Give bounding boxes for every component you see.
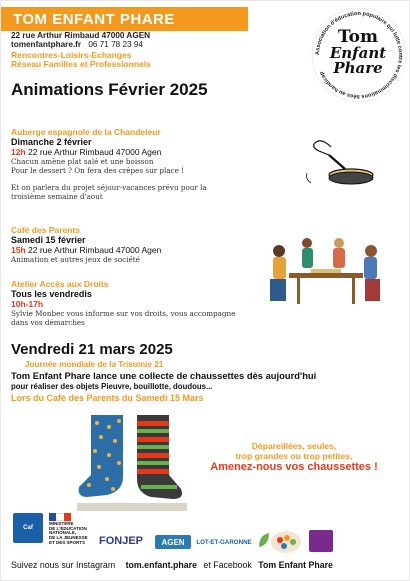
slogan-line-3: Amenez-nous vos chaussettes !: [210, 461, 378, 473]
tagline-2: Réseau Familles et Professionnels: [11, 59, 151, 69]
social-footer: [11, 560, 333, 570]
instagram-handle[interactable]: tom.enfant.phare: [125, 560, 197, 570]
ministere-line: ET DES SPORTS: [49, 539, 86, 545]
logo-line-3: Phare: [333, 59, 383, 77]
main-title: Animations Février 2025: [11, 80, 208, 99]
partner-circle-logo: [271, 531, 301, 553]
event-detail: troisième semaine d'aout: [11, 192, 103, 202]
agen-logo-text: AGEN: [161, 537, 185, 547]
board-game-illustration: [267, 233, 385, 305]
event-time: [11, 299, 271, 309]
footer-prefix: Suivez nous sur Instagram: [11, 560, 116, 570]
special-subtitle: Journée mondiale de la Trisomie 21: [25, 360, 164, 369]
event-detail: Sylvie Monbec vous informe sur vos droits, vous accompagne: [11, 309, 236, 318]
lot-et-garonne-logo: [193, 535, 255, 549]
fonjep-logo-text: FONJEP: [98, 535, 143, 547]
event-time-place: [11, 245, 271, 255]
event-time-place: [11, 147, 311, 157]
event-block-2: [11, 225, 271, 264]
event-title: Atelier Accès aux Droits: [11, 279, 109, 289]
ministere-line: NATIONALE,: [49, 530, 77, 536]
logo-line-2: Enfant: [329, 44, 387, 62]
svg-text:Association d'éducation popula: Association d'éducation populaire qui lutte contre les discriminations liées au handicap: [314, 10, 404, 100]
fonjep-logo: [95, 533, 147, 549]
org-title-banner: TOM ENFANT PHARE: [1, 7, 248, 31]
event-hour: 15h: [11, 245, 26, 255]
event-day: Tous les vendredis: [11, 289, 92, 299]
event-detail: dans vos démarches: [11, 318, 85, 328]
agen-logo: [155, 535, 191, 549]
collecte-line-2: pour réaliser des objets Pieuvre, bouillotte, doudous...: [11, 382, 213, 391]
purple-partner-logo: [309, 530, 333, 552]
marianne-flag-icon: [49, 513, 71, 521]
event-title: Auberge espagnole de la Chandeleur: [11, 127, 161, 137]
leaf-icon: [257, 531, 271, 549]
event-hour: 10h-17h: [11, 299, 44, 309]
odd-socks-illustration: [77, 415, 187, 511]
event-block-1: [11, 127, 311, 201]
crepe-pan-illustration: [301, 133, 379, 197]
facebook-name[interactable]: Tom Enfant Phare: [258, 560, 333, 570]
slogan-line-2: trop grandes ou trop petites,: [235, 451, 353, 461]
caf-logo-text: Caf: [23, 525, 33, 531]
collecte-line-1: Tom Enfant Phare lance une collecte de chaussettes dès aujourd'hui: [11, 370, 317, 381]
event-detail: Pour le dessert ? On fera des crêpes sur place !: [11, 166, 185, 176]
event-detail: Animation et autres jeux de société: [11, 255, 140, 264]
tagline-1: Rencontres-Loisirs-Echanges: [11, 50, 132, 60]
event-hour: 12h: [11, 147, 26, 157]
slogan-line-1: Dépareillées, seules,: [251, 441, 337, 451]
ministere-line: MINISTÈRE: [49, 521, 74, 526]
event-block-3: [11, 279, 271, 328]
ministere-text: [49, 522, 93, 546]
lot-et-garonne-logo-text: LOT-ET-GARONNE: [196, 538, 252, 546]
address: 22 rue Arthur Rimbaud 47000 AGEN: [11, 31, 151, 40]
special-date: Vendredi 21 mars 2025: [11, 341, 173, 358]
logo-line-1: Tom: [337, 27, 379, 47]
event-day: Samedi 15 février: [11, 235, 86, 245]
ministere-line: DE LA JEUNESSE: [49, 535, 88, 541]
caf-logo: [13, 513, 43, 543]
event-day: Dimanche 2 février: [11, 137, 92, 147]
event-detail: Chacun amène plat salé et une boisson: [11, 157, 154, 166]
phone: 06 71 78 23 94: [88, 40, 143, 49]
partner-emblem: [257, 531, 271, 549]
event-detail: Et on parlera du projet séjour-vacances prévu pour la: [11, 182, 207, 192]
socks-slogan: [189, 441, 399, 473]
colorful-dots-icon: [271, 531, 301, 553]
cafe-parents-date: Lors du Café des Parents du Samedi 15 Mars: [11, 393, 204, 403]
event-place: 22 rue Arthur Rimbaud 47000 Agen: [28, 147, 162, 157]
website-phone-line: [11, 40, 143, 49]
event-place: 22 rue Arthur Rimbaud 47000 Agen: [28, 245, 162, 255]
website: tomenfantphare.fr: [11, 40, 82, 49]
ministere-logo: [49, 513, 93, 547]
ministere-line: DE L'ÉDUCATION: [49, 525, 87, 531]
event-title: Café des Parents: [11, 225, 80, 235]
footer-middle: et Facebook: [203, 560, 252, 570]
logo-wordmark: [327, 29, 389, 76]
